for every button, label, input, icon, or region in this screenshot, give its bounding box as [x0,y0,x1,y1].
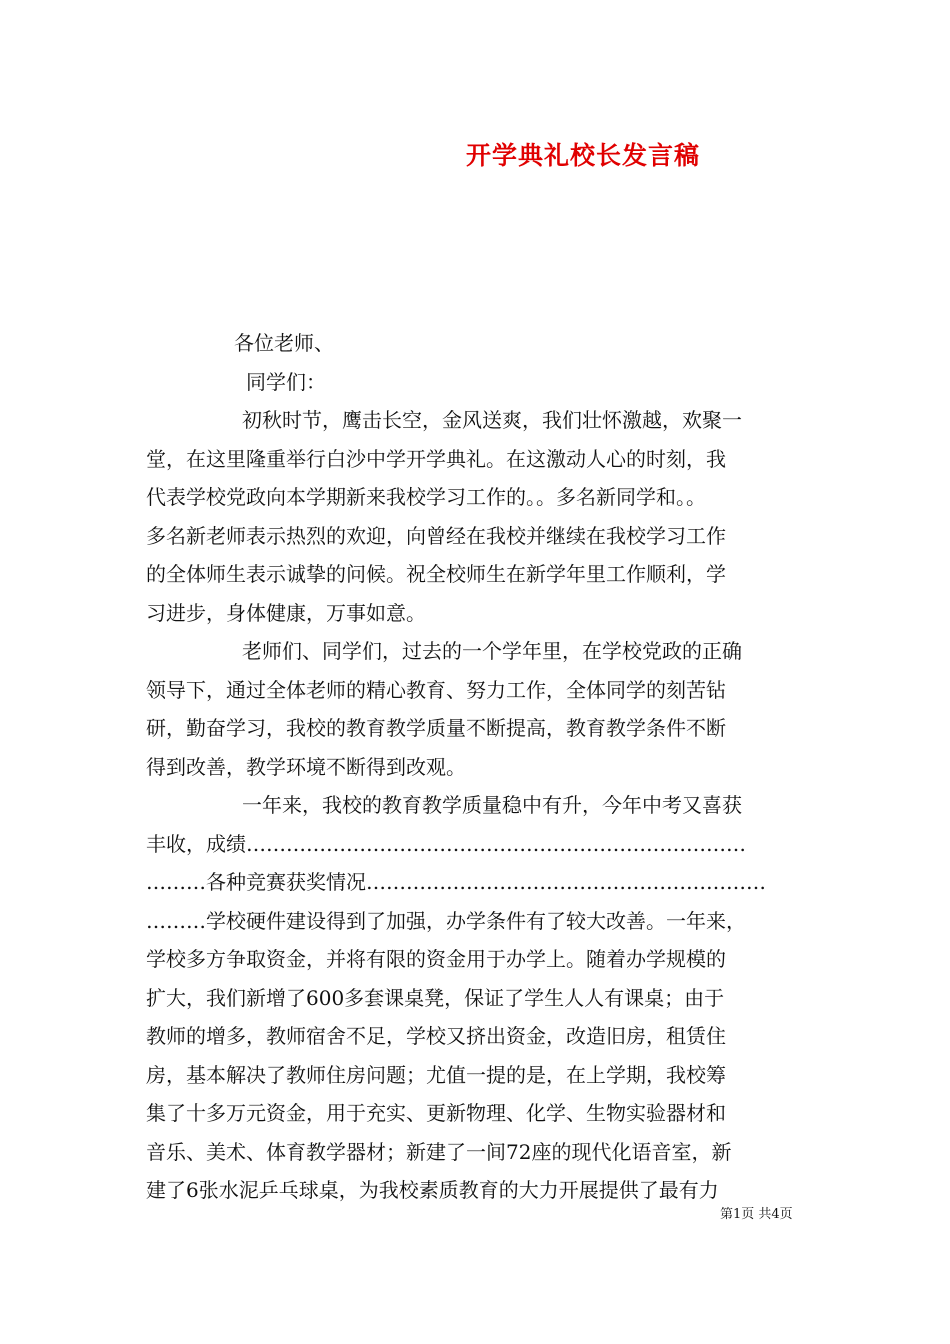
paragraph-line: 丰收，成绩………………………………………………………………… [146,831,746,856]
paragraph-line: 房，基本解决了教师住房问题；尤值一提的是，在上学期，我校筹 [146,1062,726,1087]
salutation-line: 同学们： [246,369,326,394]
paragraph-line: 代表学校党政向本学期新来我校学习工作的。。多名新同学和。。 [146,485,706,509]
page-number-footer: 第1页 共4页 [720,1207,793,1222]
paragraph-line: 的全体师生表示诚挚的问候。祝全校师生在新学年里工作顺利，学 [146,562,726,586]
paragraph-line: 研，勤奋学习，我校的教育教学质量不断提高，教育教学条件不断 [146,716,726,740]
document-title: 开学典礼校长发言稿 [465,141,700,170]
paragraph-line: ………学校硬件建设得到了加强，办学条件有了较大改善。一年来， [146,908,746,933]
paragraph-line: 一年来，我校的教育教学质量稳中有升，今年中考又喜获 [242,793,742,817]
paragraph-line: 建了6张水泥乒乓球桌，为我校素质教育的大力开展提供了最有力 [146,1178,719,1202]
paragraph-line: 习进步，身体健康，万事如意。 [146,600,426,625]
paragraph-line: 扩大，我们新增了600多套课桌凳，保证了学生人人有课桌；由于 [146,985,725,1010]
paragraph-line: 集了十多万元资金，用于充实、更新物理、化学、生物实验器材和 [146,1101,726,1125]
paragraph-line: 领导下，通过全体老师的精心教育、努力工作，全体同学的刻苦钻 [146,677,726,702]
paragraph-line: 堂，在这里隆重举行白沙中学开学典礼。在这激动人心的时刻，我 [146,446,726,471]
paragraph-line: 老师们、同学们，过去的一个学年里，在学校党政的正确 [242,639,742,663]
paragraph-line: 教师的增多，教师宿舍不足，学校又挤出资金，改造旧房，租赁住 [146,1024,726,1048]
paragraph-line: 音乐、美术、体育教学器材；新建了一间72座的现代化语音室，新 [146,1139,732,1164]
salutation-line: 各位老师、 [234,331,334,355]
document-body [146,324,810,1210]
paragraph-line: 多名新老师表示热烈的欢迎，向曾经在我校并继续在我校学习工作 [146,523,726,548]
paragraph-line: ………各种竞赛获奖情况…………………………………………………… [146,870,766,894]
paragraph-line: 初秋时节，鹰击长空，金风送爽，我们壮怀激越，欢聚一 [242,408,742,432]
paragraph-line: 得到改善，教学环境不断得到改观。 [146,754,466,779]
paragraph-line: 学校多方争取资金，并将有限的资金用于办学上。随着办学规模的 [146,947,726,971]
